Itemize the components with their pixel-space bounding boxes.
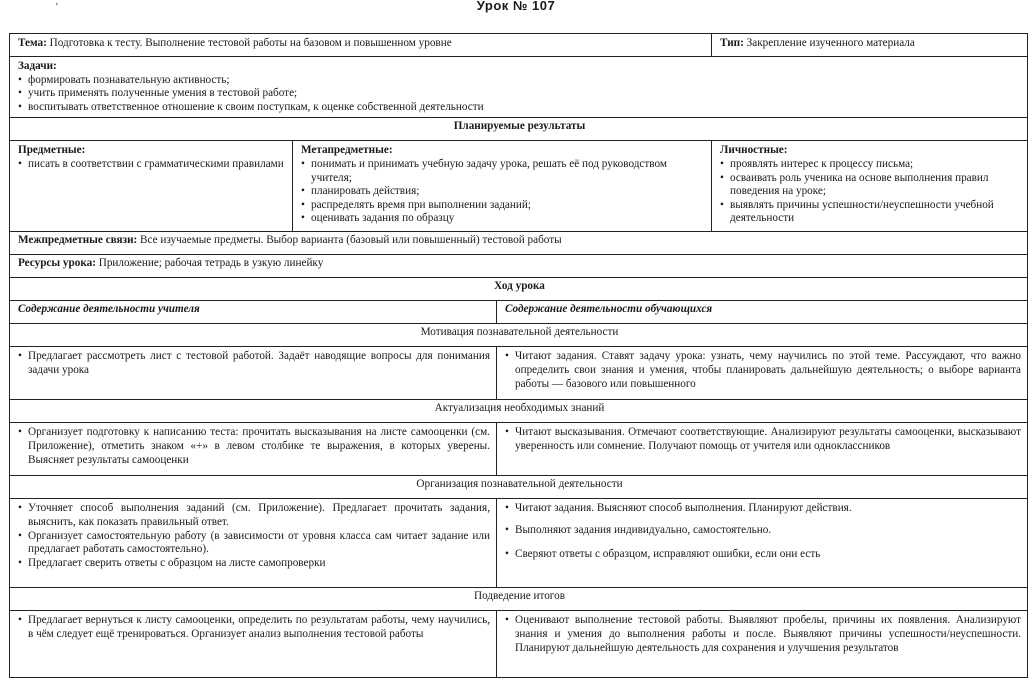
teacher-activity-item: • Предлагает сверить ответы с образцом на листе самопроверки [18,557,490,571]
links-cell [10,232,1028,255]
links-value: Все изучаемые предметы. Выбор варианта (базовый или повышенный) тестовой работы [140,234,562,247]
lesson-plan-table [9,33,1028,678]
meta-result-item: • понимать и принимать учебную задачу урока, решать её под руководством учителя; [301,158,705,185]
student-activity-item: • Оценивают выполнение тестовой работы. Выявляют пробелы, причины их появления. Анализируют знания и умения до выполнения работы и после. Выявляют причины успешности/неуспешности. Планируют дальнейшую деятельность для сохранения и улучшения результатов [505,614,1021,655]
meta-result-item: • планировать действия; [301,185,705,199]
topic-row [10,34,1028,57]
course-columns-row [10,301,1028,324]
type-cell [712,34,1028,57]
student-activity-cell [497,347,1028,400]
student-column-header: Содержание деятельности обучающихся [497,301,1028,324]
stage-title: Актуализация необходимых знаний [10,400,1028,423]
resources-label: Ресурсы урока: [18,257,96,270]
stage-title-row [10,324,1028,347]
meta-results-cell [293,141,712,232]
stage-title: Подведение итогов [10,588,1028,611]
personal-result-item: • проявлять интерес к процессу письма; [720,158,1021,172]
student-activity-item: • Выполняют задания индивидуально, самостоятельно. [505,524,1021,538]
teacher-activity-item: • Уточняет способ выполнения заданий (см. Приложение). Предлагает прочитать задания, выяснить, как показать правильный ответ. [18,502,490,529]
topic-label: Тема: [18,37,47,49]
student-activity-item: • Читают высказывания. Отмечают соответствующие. Анализируют результаты самооценки, высказывают уверенность или сомнение. Получают помощь от учителя или одноклассников [505,426,1021,453]
teacher-column-header: Содержание деятельности учителя [10,301,497,324]
meta-result-item: • распределять время при выполнении заданий; [301,199,705,213]
resources-value: Приложение; рабочая тетрадь в узкую линейку [98,257,324,270]
links-label: Межпредметные связи: [18,234,138,247]
personal-results-cell [712,141,1028,232]
subject-result-item: • писать в соответствии с грамматическими правилами [18,158,286,172]
student-activity-item: • Читают задания. Ставят задачу урока: узнать, чему научились по этой теме. Рассуждают, что важно определить свои знания и умения, чтобы планировать дальнейшую деятельность; о выборе варианта работы — базового или повышенного [505,350,1021,391]
course-heading-row [10,278,1028,301]
results-heading-row [10,118,1028,141]
stage-title-row [10,476,1028,499]
topic-cell [10,34,712,57]
page-title: Урок № 107 [476,0,556,13]
teacher-activity-cell [10,499,497,588]
task-item: • формировать познавательную активность; [18,74,1021,88]
stage-row [10,347,1028,400]
topic-value: Подготовка к тесту. Выполнение тестовой работы на базовом и повышенном уровне [49,37,452,49]
tasks-label: Задачи: [18,60,57,72]
subject-results-cell [10,141,293,232]
margin-mark: ' [56,2,58,13]
student-activity-item: • Сверяют ответы с образцом, исправляют ошибки, если они есть [505,548,1021,562]
student-activity-item: • Читают задания. Выясняют способ выполнения. Планируют действия. [505,502,1021,516]
meta-results-label: Метапредметные: [301,144,393,157]
personal-result-item: • осваивать роль ученика на основе выполнения правил поведения на уроке; [720,172,1021,199]
personal-result-item: • выявлять причины успешности/неуспешности учебной деятельности [720,199,1021,226]
teacher-activity-cell [10,611,497,678]
student-activity-cell [497,611,1028,678]
results-heading: Планируемые результаты [10,118,1028,141]
stage-title-row [10,588,1028,611]
teacher-activity-item: • Организует самостоятельную работу (в зависимости от уровня класса сам читает задание или предлагает работать самостоятельно). [18,530,490,557]
type-label: Тип: [720,37,744,49]
stage-row [10,499,1028,588]
student-activity-cell [497,423,1028,476]
task-item: • воспитывать ответственное отношение к своим поступкам, к оценке собственной деятельности [18,101,1021,115]
task-item: • учить применять полученные умения в тестовой работе; [18,87,1021,101]
links-row [10,232,1028,255]
course-heading: Ход урока [10,278,1028,301]
type-value: Закрепление изученного материала [746,37,915,49]
resources-cell [10,255,1028,278]
tasks-row [10,57,1028,118]
stage-title: Организация познавательной деятельности [10,476,1028,499]
results-row [10,141,1028,232]
stage-title-row [10,400,1028,423]
subject-results-label: Предметные: [18,144,86,157]
resources-row [10,255,1028,278]
stage-row [10,423,1028,476]
stage-row [10,611,1028,678]
teacher-activity-item: • Предлагает рассмотреть лист с тестовой работой. Задаёт наводящие вопросы для понимания задачи урока [18,350,490,377]
stage-title: Мотивация познавательной деятельности [10,324,1028,347]
tasks-cell [10,57,1028,118]
meta-result-item: • оценивать задания по образцу [301,212,705,226]
teacher-activity-item: • Организует подготовку к написанию теста: прочитать высказывания на листе самооценки (см. Приложение), отметить знаком «+» в левом столбике те выражения, в которых уверены. Выясняет результаты самооценки [18,426,490,467]
personal-results-label: Личностные: [720,144,788,157]
teacher-activity-item: • Предлагает вернуться к листу самооценки, определить по результатам работы, чему научились, в чём следует ещё тренироваться. Организует анализ выполнения тестовой работы [18,614,490,641]
student-activity-cell [497,499,1028,588]
teacher-activity-cell [10,347,497,400]
teacher-activity-cell [10,423,497,476]
